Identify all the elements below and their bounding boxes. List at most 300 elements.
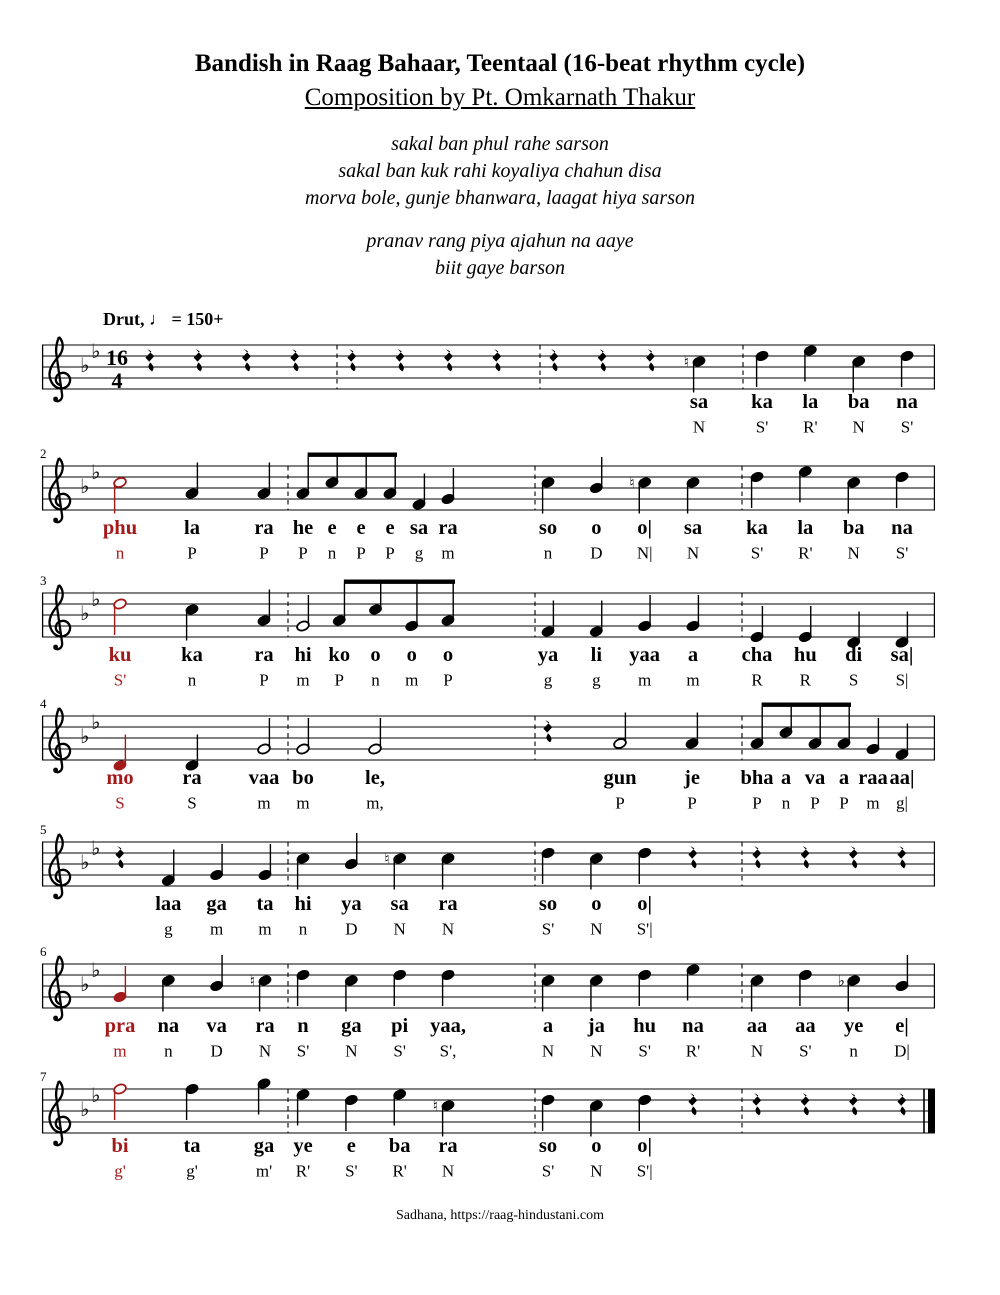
lyric-syllable: o|: [637, 893, 653, 915]
final-barline: [928, 1089, 935, 1134]
sargam-syllable: S': [345, 1161, 358, 1181]
lyric-syllable: la: [797, 517, 814, 539]
quarter-rest: [897, 846, 906, 868]
note: [797, 465, 813, 562]
lyric-syllable: ta: [183, 1135, 201, 1157]
sargam-syllable: D: [590, 543, 603, 563]
verse-line: sakal ban kuk rahi koyaliya chahun disa: [338, 160, 662, 182]
lyric-syllable: raa: [858, 767, 888, 789]
flat-icon: ♭: [91, 710, 101, 734]
lyric-syllable: yaa,: [430, 1015, 466, 1037]
treble-clef-icon: [54, 337, 62, 401]
sargam-syllable: n: [327, 543, 337, 563]
sargam-syllable: S': [755, 417, 769, 437]
sargam-syllable: N: [441, 919, 455, 939]
sargam-syllable: N: [692, 417, 706, 437]
quarter-rest: [849, 846, 858, 868]
lyric-syllable: ga: [341, 1015, 362, 1037]
lyric-syllable: ga: [206, 893, 227, 915]
note: [682, 963, 704, 1060]
note: [587, 974, 605, 1060]
note: [430, 969, 466, 1061]
lyric-syllable: sa: [683, 517, 703, 539]
note: [541, 974, 555, 1060]
note: [206, 844, 227, 939]
sargam-syllable: n: [164, 1041, 173, 1061]
sargam-syllable: N: [750, 1041, 764, 1061]
lyric-syllable: sa: [689, 391, 709, 413]
sargam-syllable: m: [638, 670, 652, 690]
lyric-syllable: o: [591, 893, 602, 915]
lyric-syllable: ra: [438, 517, 458, 539]
beam: [762, 703, 851, 707]
sargam-syllable: N: [541, 1041, 555, 1061]
note: [838, 972, 864, 1061]
sargam-syllable: m: [210, 919, 224, 939]
lyric-syllable: e: [385, 517, 395, 539]
sargam-syllable: R': [295, 1161, 311, 1181]
lyric-syllable: ga: [253, 1135, 275, 1157]
sargam-syllable: N: [393, 919, 406, 939]
note: [433, 1097, 458, 1181]
measure-number: 5: [40, 822, 47, 837]
note: [539, 476, 557, 562]
lyric-syllable: a: [542, 1015, 554, 1037]
measure-number: 2: [40, 446, 47, 461]
quarter-rest: [242, 349, 251, 371]
lyric-syllable: ta: [256, 893, 274, 915]
sargam-syllable: m: [257, 793, 271, 813]
lyric-syllable: la: [184, 517, 200, 539]
sargam-syllable: S': [541, 1161, 555, 1181]
lyric-syllable: ko: [328, 644, 351, 666]
measure-number: 6: [40, 944, 47, 959]
lyric-syllable: gun: [603, 767, 637, 789]
note: [795, 969, 816, 1061]
sargam-syllable: S': [895, 543, 909, 563]
lyric-syllable: cha: [741, 644, 773, 666]
time-signature-upper: 16: [106, 345, 128, 370]
note: [111, 1083, 128, 1181]
sargam-syllable: N|: [636, 543, 653, 563]
sargam-syllable: S: [848, 670, 859, 690]
quarter-rest: [347, 349, 356, 371]
quarter-rest: [194, 349, 203, 371]
note: [891, 471, 913, 563]
sargam-syllable: n: [543, 543, 553, 563]
flat-icon: ♭: [80, 601, 90, 625]
note: [629, 474, 652, 563]
sargam-syllable: g: [164, 919, 173, 939]
lyric-syllable: e: [327, 517, 337, 539]
lyric-syllable: aa|: [889, 767, 915, 789]
sargam-syllable: N: [441, 1161, 455, 1181]
note: [539, 847, 557, 939]
lyric-syllable: di: [845, 644, 863, 666]
note: [751, 350, 773, 437]
composer-credit: Composition by Pt. Omkarnath Thakur: [304, 84, 696, 111]
beam: [344, 580, 455, 584]
beam: [308, 453, 397, 457]
quarter-rest: [801, 1093, 810, 1115]
lyric-syllable: sa: [390, 893, 409, 915]
sargam-syllable: S'|: [636, 919, 653, 939]
sargam-syllable: g': [186, 1161, 198, 1181]
lyric-syllable: ba: [847, 391, 870, 413]
staff-system-3: [40, 573, 935, 690]
lyric-syllable: ra: [438, 1135, 458, 1157]
note: [889, 724, 914, 813]
lyric-syllable: aa: [795, 1015, 816, 1037]
sargam-syllable: R': [798, 543, 813, 563]
staff-system-1: [42, 309, 935, 437]
sargam-syllable: P: [752, 793, 762, 813]
sargam-syllable: D|: [894, 1041, 910, 1061]
page-title: Bandish in Raag Bahaar, Teentaal (16-beat rhythm cycle): [194, 50, 806, 77]
treble-clef-icon: [53, 768, 58, 773]
lyric-syllable: ya: [341, 893, 362, 915]
treble-clef-icon: [54, 458, 62, 522]
sargam-syllable: S': [541, 919, 555, 939]
sargam-syllable: n: [371, 670, 380, 690]
treble-clef-icon: [54, 956, 62, 1020]
quarter-rest: [396, 349, 405, 371]
lyric-syllable: ye: [843, 1015, 864, 1037]
flat-icon: ♭: [80, 474, 90, 498]
flat-icon: ♭: [837, 972, 845, 990]
note: [686, 595, 700, 690]
note: [181, 603, 203, 689]
sargam-syllable: n: [115, 543, 125, 563]
quarter-rest: [897, 1093, 906, 1115]
natural-icon: ♮: [432, 1097, 439, 1115]
flat-icon: ♭: [80, 353, 90, 377]
lyric-syllable: va: [804, 767, 826, 789]
lyric-syllable: ra: [254, 644, 274, 666]
note: [802, 344, 818, 436]
lyric-syllable: sa|: [890, 644, 914, 666]
note: [438, 468, 457, 563]
sargam-syllable: m: [113, 1041, 127, 1061]
lyric-syllable: ra: [438, 893, 458, 915]
lyric-syllable: o: [370, 644, 381, 666]
note: [365, 718, 385, 813]
treble-clef-icon: [53, 1016, 58, 1021]
staff-system-6: [40, 944, 935, 1061]
lyric-syllable: ka: [746, 517, 768, 539]
lyric-syllable: phu: [102, 517, 138, 539]
sargam-syllable: S': [799, 1041, 812, 1061]
treble-clef-icon: [54, 708, 62, 772]
note: [746, 471, 768, 563]
lyric-syllable: ye: [293, 1135, 313, 1157]
note: [256, 844, 273, 939]
quarter-rest: [688, 1093, 697, 1115]
sargam-syllable: S': [393, 1041, 406, 1061]
note: [589, 852, 603, 938]
sargam-syllable: m': [255, 1161, 273, 1181]
lyric-syllable: ka: [181, 644, 203, 666]
sargam-syllable: P: [259, 670, 269, 690]
lyric-syllable: ka: [751, 391, 773, 413]
note: [155, 850, 181, 939]
sargam-syllable: P: [385, 543, 395, 563]
lyric-syllable: bi: [111, 1135, 129, 1157]
note: [384, 850, 408, 939]
natural-icon: ♮: [384, 850, 390, 868]
verse-line: pranav rang piya ajahun na aaye: [366, 230, 634, 252]
quarter-rest: [543, 720, 552, 742]
lyric-syllable: o|: [637, 517, 653, 539]
sargam-syllable: R: [799, 670, 812, 690]
treble-clef-icon: [53, 518, 58, 523]
sargam-syllable: n: [849, 1041, 858, 1061]
sargam-syllable: P: [298, 543, 308, 563]
sargam-syllable: P: [259, 543, 269, 563]
treble-clef-icon: [54, 834, 62, 898]
flat-icon: ♭: [91, 836, 101, 860]
sargam-syllable: S',: [439, 1041, 457, 1061]
flat-icon: ♭: [91, 587, 101, 611]
flat-icon: ♭: [91, 460, 101, 484]
sargam-syllable: P: [687, 793, 697, 813]
lyric-syllable: pra: [104, 1015, 136, 1037]
treble-clef-icon: [53, 1141, 58, 1146]
flat-icon: ♭: [80, 724, 90, 748]
sargam-syllable: S': [638, 1041, 651, 1061]
note: [684, 353, 708, 437]
lyric-syllable: ku: [108, 644, 132, 666]
sargam-syllable: S'|: [636, 1161, 653, 1181]
note: [106, 735, 133, 813]
note: [103, 476, 137, 562]
verse-line: biit gaye barson: [435, 257, 565, 279]
note: [538, 601, 559, 690]
lyric-syllable: so: [538, 1135, 558, 1157]
lyric-syllable: ra: [255, 1015, 275, 1037]
tempo-marking: Drut, ♩ = 150+: [103, 309, 224, 329]
sargam-syllable: n: [298, 919, 308, 939]
sargam-syllable: S': [900, 417, 914, 437]
sargam-syllable: m: [405, 670, 419, 690]
lyric-syllable: n: [297, 1015, 309, 1037]
sargam-syllable: S': [750, 543, 764, 563]
sargam-syllable: S': [296, 1041, 310, 1061]
note: [438, 852, 457, 938]
note: [896, 350, 918, 437]
note: [633, 969, 656, 1061]
quarter-rest: [492, 349, 501, 371]
lyric-syllable: ra: [254, 517, 274, 539]
note: [891, 612, 914, 690]
note: [296, 969, 310, 1061]
sargam-syllable: g: [543, 670, 553, 690]
note: [794, 606, 817, 690]
lyric-syllable: ba: [388, 1135, 411, 1157]
flat-icon: ♭: [80, 850, 90, 874]
note: [858, 718, 888, 813]
lyric-syllable: bha: [740, 767, 774, 789]
flat-icon: ♭: [80, 1097, 90, 1121]
lyric-syllable: je: [684, 767, 700, 789]
flat-icon: ♭: [91, 1083, 101, 1107]
sargam-syllable: N: [847, 543, 860, 563]
staff-system-7: [40, 1069, 935, 1181]
quarter-rest: [290, 349, 299, 371]
verse-line: morva bole, gunje bhanwara, laagat hiya sarson: [305, 187, 695, 209]
lyric-syllable: ra: [182, 767, 202, 789]
sargam-syllable: D: [210, 1041, 223, 1061]
lyric-syllable: a: [687, 644, 699, 666]
note: [629, 595, 660, 690]
quarter-rest: [549, 349, 558, 371]
measure-number: 3: [40, 573, 47, 588]
sargam-syllable: g|: [896, 793, 908, 813]
note: [292, 718, 314, 813]
sargam-syllable: N: [852, 417, 865, 437]
note: [182, 735, 201, 813]
sargam-syllable: m: [296, 670, 310, 690]
note: [109, 598, 132, 690]
time-signature-lower: 4: [111, 368, 123, 393]
lyric-syllable: laa: [155, 893, 182, 915]
natural-icon: ♮: [249, 972, 256, 990]
sargam-syllable: n: [781, 793, 791, 813]
lyric-syllable: hu: [793, 644, 817, 666]
lyric-syllable: na: [891, 517, 913, 539]
lyric-syllable: hi: [294, 893, 312, 915]
sargam-syllable: N: [258, 1041, 272, 1061]
sargam-syllable: P: [187, 543, 197, 563]
treble-clef-icon: [54, 585, 62, 649]
measure-number: 4: [40, 696, 47, 711]
lyric-syllable: na: [896, 391, 918, 413]
sargam-syllable: m: [441, 543, 455, 563]
sargam-syllable: P: [443, 670, 453, 690]
note: [344, 1094, 358, 1181]
natural-icon: ♮: [683, 353, 690, 371]
quarter-rest: [688, 846, 697, 868]
lyric-syllable: bo: [292, 767, 314, 789]
lyric-syllable: na: [682, 1015, 704, 1037]
note: [293, 1088, 312, 1180]
lyric-syllable: he: [292, 517, 314, 539]
lyric-syllable: o: [442, 644, 454, 666]
sargam-syllable: g': [114, 1161, 126, 1181]
quarter-rest: [752, 846, 761, 868]
note: [294, 595, 311, 690]
lyric-syllable: aa: [746, 1015, 768, 1037]
sargam-syllable: S: [187, 793, 197, 813]
note: [341, 974, 362, 1060]
sargam-syllable: N: [345, 1041, 358, 1061]
staff-system-4: [40, 696, 935, 813]
sargam-syllable: N: [590, 1041, 603, 1061]
lyric-syllable: so: [538, 893, 558, 915]
lyric-syllable: vaa: [248, 767, 280, 789]
note: [389, 1088, 411, 1180]
sargam-syllable: S|: [895, 670, 909, 690]
sargam-syllable: R': [392, 1161, 407, 1181]
note: [843, 476, 865, 562]
lyric-syllable: e: [356, 517, 366, 539]
treble-clef-icon: [53, 894, 58, 899]
treble-clef-icon: [53, 397, 58, 402]
lyric-syllable: le,: [365, 767, 385, 789]
sargam-syllable: D: [345, 919, 358, 939]
footer-credit: Sadhana, https://raag-hindustani.com: [395, 1208, 604, 1223]
note: [254, 1077, 275, 1180]
sargam-syllable: n: [187, 670, 197, 690]
lyric-syllable: ja: [587, 1015, 605, 1037]
measure-number: 7: [40, 1069, 47, 1084]
lyric-syllable: yaa: [629, 644, 661, 666]
quarter-rest: [598, 349, 607, 371]
note: [637, 1094, 653, 1181]
sargam-syllable: P: [356, 543, 366, 563]
sargam-syllable: P: [839, 793, 849, 813]
lyric-syllable: sa: [409, 517, 429, 539]
lyric-syllable: o|: [637, 1135, 653, 1157]
sargam-syllable: R: [751, 670, 763, 690]
sargam-syllable: P: [810, 793, 820, 813]
sargam-syllable: g: [414, 543, 424, 563]
note: [539, 1094, 557, 1181]
note: [589, 601, 603, 690]
sargam-syllable: m: [866, 793, 880, 813]
note: [250, 972, 275, 1061]
lyric-syllable: so: [538, 517, 558, 539]
lyric-syllable: li: [590, 644, 603, 666]
natural-icon: ♮: [629, 474, 635, 492]
lyric-syllable: hi: [294, 644, 312, 666]
sargam-syllable: N: [686, 543, 700, 563]
sargam-syllable: P: [334, 670, 344, 690]
note: [747, 974, 768, 1060]
lyric-syllable: a: [838, 767, 850, 789]
sargam-syllable: m: [686, 670, 700, 690]
verse-line: sakal ban phul rahe sarson: [391, 133, 609, 155]
lyric-syllable: o: [591, 517, 602, 539]
quarter-rest: [444, 349, 453, 371]
lyric-syllable: la: [802, 391, 819, 413]
sargam-syllable: m: [258, 919, 272, 939]
sargam-syllable: N: [590, 919, 603, 939]
note: [845, 612, 862, 690]
flat-icon: ♭: [91, 339, 101, 363]
lyric-syllable: va: [206, 1015, 227, 1037]
quarter-rest: [801, 846, 810, 868]
note: [249, 718, 280, 813]
quarter-rest: [752, 1093, 761, 1115]
note: [637, 847, 653, 939]
treble-clef-icon: [53, 645, 58, 650]
quarter-rest: [115, 846, 124, 868]
note: [294, 852, 311, 938]
note: [742, 606, 773, 690]
quarter-rest: [849, 1093, 858, 1115]
lyric-syllable: o: [406, 644, 417, 666]
quarter-rest: [646, 349, 655, 371]
lyric-syllable: ya: [537, 644, 559, 666]
note: [410, 474, 428, 563]
sargam-syllable: P: [615, 793, 625, 813]
sargam-syllable: R': [803, 417, 818, 437]
note: [158, 974, 180, 1060]
flat-icon: ♭: [80, 972, 90, 996]
treble-clef-icon: [54, 1081, 62, 1145]
lyric-syllable: a: [780, 767, 792, 789]
